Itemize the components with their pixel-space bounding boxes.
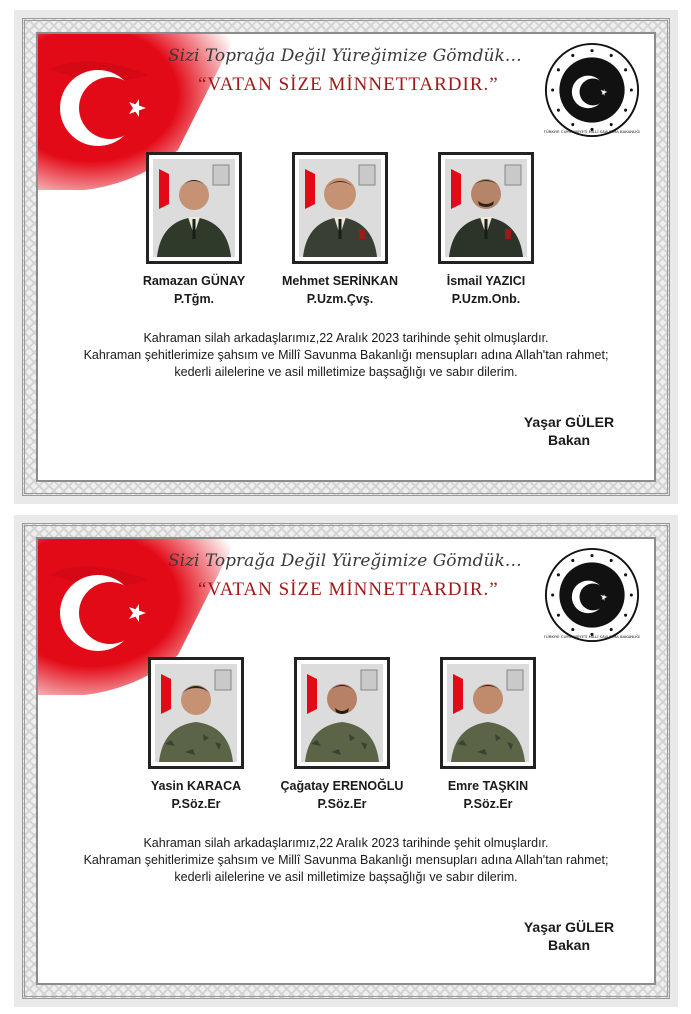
message-line: Kahraman şehitlerimize şahsım ve Millî Savunma Bakanlığı mensupları adına Allah'tan rahmet; [83,348,609,362]
soldier-name: İsmail YAZICI [446,274,526,288]
ministry-seal-icon [544,42,640,138]
seal-text: TÜRKİYE CUMHURİYETİ MİLLÎ SAVUNMA BAKANLIĞI [544,129,640,135]
signature-name: Yaşar GÜLER [523,414,615,430]
message-line: Kahraman silah arkadaşlarımız,22 Aralık 2023 tarihinde şehit olmuşlardır. [143,836,549,850]
condolence-message [58,835,634,886]
condolence-card-2 [14,515,678,1007]
card-content [36,537,656,985]
soldier-name: Mehmet SERİNKAN [282,274,398,288]
signature-title: Bakan [547,432,591,448]
soldier-photo [146,152,242,264]
ministry-seal-icon [544,547,640,643]
soldier-rank: P.Uzm.Çvş. [306,292,374,306]
seal-text: TÜRKİYE CUMHURİYETİ MİLLÎ SAVUNMA BAKANLIĞI [544,634,640,640]
soldier-name: Ramazan GÜNAY [142,274,246,288]
soldier-rank: P.Söz.Er [171,797,221,811]
soldier-rank: P.Uzm.Onb. [451,292,521,306]
soldier-name: Emre TAŞKIN [447,779,529,793]
soldier-name: Çağatay ERENOĞLU [280,779,404,793]
soldier-rank: P.Söz.Er [317,797,367,811]
soldier-photo [292,152,388,264]
signature-name: Yaşar GÜLER [523,919,615,935]
soldier-photo [438,152,534,264]
message-line: Kahraman şehitlerimize şahsım ve Millî Savunma Bakanlığı mensupları adına Allah'tan rahmet; [83,853,609,867]
condolence-message [58,330,634,381]
soldier-photo [294,657,390,769]
motto-line-2: “VATAN SİZE MİNNETTARDIR.” [198,74,499,95]
card-content [36,32,656,482]
motto-line-1: Sizi Toprağa Değil Yüreğimize Gömdük… [168,551,522,571]
condolence-card-1 [14,10,678,504]
signature-title: Bakan [547,937,591,953]
message-line: Kahraman silah arkadaşlarımız,22 Aralık 2023 tarihinde şehit olmuşlardır. [143,331,549,345]
motto-line-1: Sizi Toprağa Değil Yüreğimize Gömdük… [168,46,522,66]
soldier-name: Yasin KARACA [150,779,242,793]
soldier-photo [440,657,536,769]
soldier-photo [148,657,244,769]
message-line: kederli ailelerine ve asil milletimize başsağlığı ve sabır dilerim. [174,365,518,379]
soldier-rank: P.Söz.Er [463,797,513,811]
motto-line-2: “VATAN SİZE MİNNETTARDIR.” [198,579,499,600]
message-line: kederli ailelerine ve asil milletimize başsağlığı ve sabır dilerim. [174,870,518,884]
soldier-rank: P.Tğm. [173,292,215,306]
